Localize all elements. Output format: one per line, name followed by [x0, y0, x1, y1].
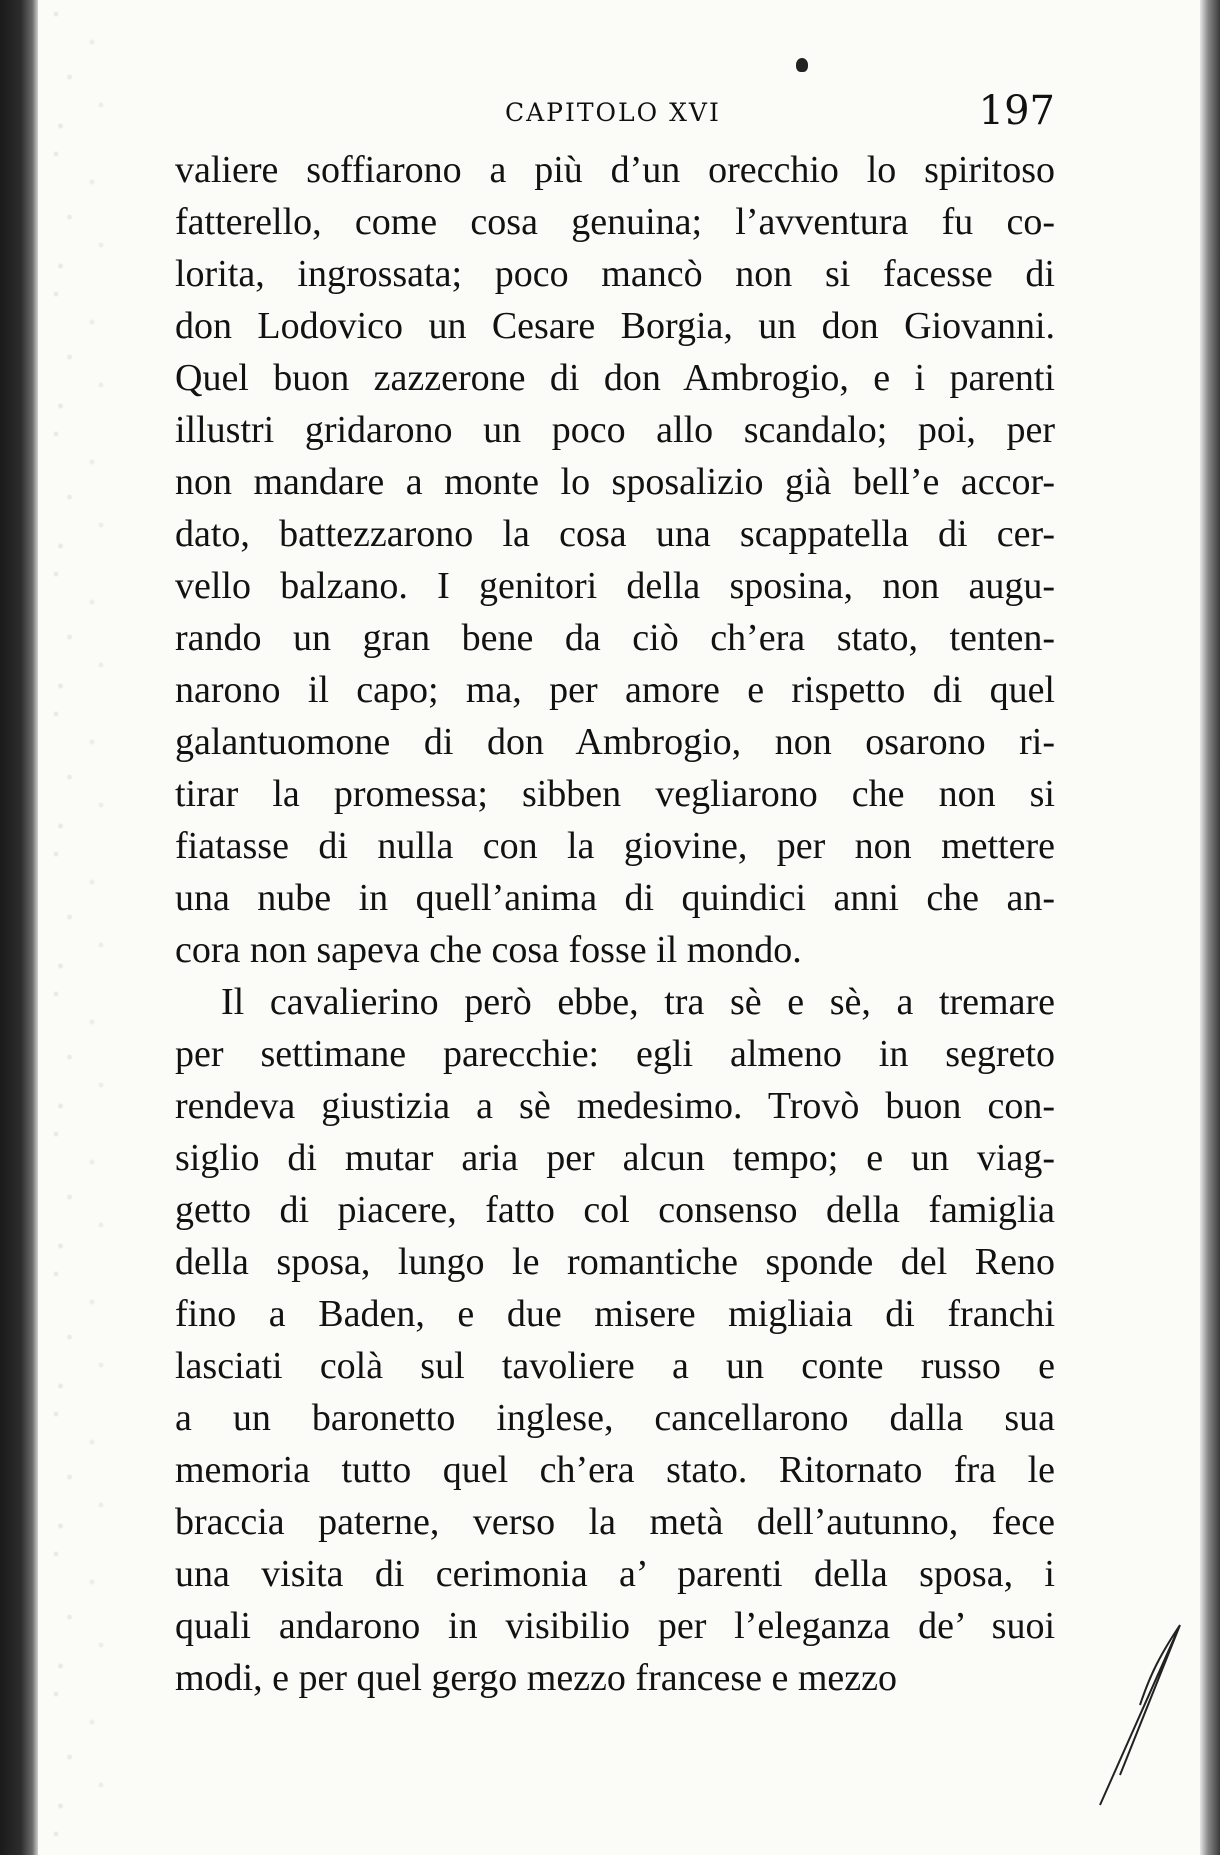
page-corner-fold	[1040, 1615, 1190, 1815]
page-binding-edge	[0, 0, 38, 1855]
text-line: galantuomone di don Ambrogio, non osarono ri-	[175, 721, 1055, 763]
text-line: una visita di cerimonia a’ parenti della sposa, i	[175, 1553, 1055, 1595]
text-line: non mandare a monte lo sposalizio già bell’e accor-	[175, 461, 1055, 503]
text-line: modi, e per quel gergo mezzo francese e mezzo	[175, 1657, 897, 1699]
text-line: per settimane parecchie: egli almeno in segreto	[175, 1033, 1055, 1075]
page-number: 197	[978, 88, 1055, 134]
text-line: getto di piacere, fatto col consenso della famiglia	[175, 1189, 1055, 1231]
running-head	[175, 88, 1055, 138]
text-line: illustri gridarono un poco allo scandalo; poi, per	[175, 409, 1055, 451]
text-line: braccia paterne, verso la metà dell’autunno, fece	[175, 1501, 1055, 1543]
text-line: tirar la promessa; sibben vegliarono che non si	[175, 773, 1055, 815]
text-line: fatterello, come cosa genuina; l’avventura fu co-	[175, 201, 1055, 243]
text-line: don Lodovico un Cesare Borgia, un don Giovanni.	[175, 305, 1055, 347]
text-line: Il cavalierino però ebbe, tra sè e sè, a tremare	[221, 981, 1055, 1023]
chapter-title: CAPITOLO XVI	[505, 98, 721, 127]
ink-spot	[796, 58, 808, 72]
text-line: narono il capo; ma, per amore e rispetto di quel	[175, 669, 1055, 711]
text-line: fino a Baden, e due misere migliaia di franchi	[175, 1293, 1055, 1335]
text-line: dato, battezzarono la cosa una scappatella di cer-	[175, 513, 1055, 555]
text-line: quali andarono in visibilio per l’eleganza de’ suoi	[175, 1605, 1055, 1647]
paper-speckle	[38, 0, 128, 1855]
text-line: fiatasse di nulla con la giovine, per non mettere	[175, 825, 1055, 867]
text-line: valiere soffiarono a più d’un orecchio lo spiritoso	[175, 149, 1055, 191]
text-line: lasciati colà sul tavoliere a un conte russo e	[175, 1345, 1055, 1387]
text-line: della sposa, lungo le romantiche sponde del Reno	[175, 1241, 1055, 1283]
text-line: rendeva giustizia a sè medesimo. Trovò buon con-	[175, 1085, 1055, 1127]
text-line: siglio di mutar aria per alcun tempo; e un viag-	[175, 1137, 1055, 1179]
text-line: lorita, ingrossata; poco mancò non si facesse di	[175, 253, 1055, 295]
text-line: cora non sapeva che cosa fosse il mondo.	[175, 929, 802, 971]
text-line: una nube in quell’anima di quindici anni che an-	[175, 877, 1055, 919]
text-line: rando un gran bene da ciò ch’era stato, tenten-	[175, 617, 1055, 659]
text-line: memoria tutto quel ch’era stato. Ritornato fra le	[175, 1449, 1055, 1491]
text-line: a un baronetto inglese, cancellarono dalla sua	[175, 1397, 1055, 1439]
page-right-edge	[1200, 0, 1220, 1855]
text-line: Quel buon zazzerone di don Ambrogio, e i parenti	[175, 357, 1055, 399]
body-text	[175, 144, 1055, 1704]
text-line: vello balzano. I genitori della sposina, non augu-	[175, 565, 1055, 607]
